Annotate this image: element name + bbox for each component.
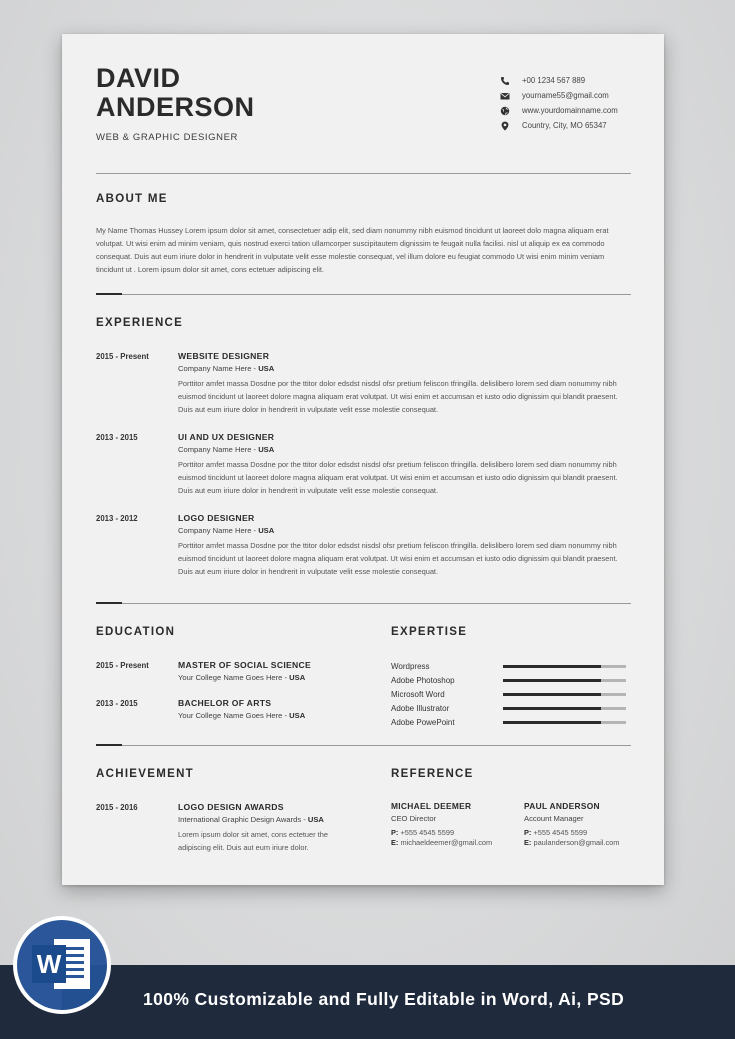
skill-bar-fill: [503, 693, 601, 696]
globe-icon: [500, 106, 510, 116]
achievement-org: International Graphic Design Awards - USA: [178, 815, 324, 824]
company-location: USA: [258, 364, 275, 373]
skill-bar: [503, 693, 626, 696]
skill-name: Adobe Photoshop: [391, 675, 455, 685]
contact-phone: [500, 73, 660, 88]
promo-banner-text: 100% Customizable and Fully Editable in Word, Ai, PSD: [143, 989, 625, 1009]
org-location: USA: [307, 815, 324, 824]
contact-text: www.yourdomainname.com: [522, 106, 618, 115]
reference-item: [524, 801, 634, 861]
reference-phone: [391, 828, 516, 837]
skill-bar-fill: [503, 679, 601, 682]
achievement-description: Lorem ipsum dolor sit amet, cons ectetuer the adipiscing elit. Duis aut eum iriure dolor.: [178, 830, 328, 852]
contact-text: +00 1234 567 889: [522, 76, 586, 85]
expertise-heading: EXPERTISE: [391, 626, 468, 638]
reference-email: [524, 838, 634, 847]
experience-company: Company Name Here - USA: [178, 445, 275, 454]
phone-icon: [500, 76, 510, 86]
experience-item: [96, 512, 633, 582]
microsoft-word-icon: [12, 915, 112, 1015]
contact-website: [500, 103, 660, 118]
contact-list: [500, 73, 660, 133]
school-name: Your College Name Goes Here: [178, 673, 283, 682]
reference-name: MICHAEL DEEMER: [391, 801, 472, 811]
expertise-list: [391, 659, 631, 729]
email-value: michaeldeemer@gmail.com: [400, 838, 493, 847]
phone-value: +555 4545 5599: [400, 828, 455, 837]
achievement-heading: ACHIEVEMENT: [96, 768, 195, 780]
word-logo-letter: W: [36, 949, 62, 979]
school-location: USA: [289, 711, 306, 720]
company-name: Company Name Here: [178, 364, 252, 373]
experience-description: Porttitor amfet massa Dosdne por the ttitor dolor edsdst nisdsl ofsr pretium feliscon tfringilla. delislibero lorem sed diam nonummy nibh euismod tincidunt ut laoreet dolore magna aliquam erat volutpat. Ut wisi enim et accumsan et iusto odio dignissim qui blandit praesent. Duis aut eum iriure dolor in hendrerit in vulputate velit esse molestie consequat.: [178, 541, 618, 576]
education-date: 2013 - 2015: [96, 699, 138, 708]
about-heading: ABOUT ME: [96, 193, 168, 205]
skill-bar: [503, 707, 626, 710]
skill-name: Wordpress: [391, 661, 430, 671]
skill-name: Microsoft Word: [391, 689, 445, 699]
skill-bar-fill: [503, 721, 601, 724]
about-text: My Name Thomas Hussey Lorem ipsum dolor sit amet, consectetuer adip elit, sed diam nonummy nibh euismod tincidunt ut laoreet dolo magna aliquam erat volutpat. Ut wisi enim ad minim veniam, quis nostrud exerci tation ullamcorper suscipitautem dignissim te feugait nulla facilisi. nisl ut aliquip ex ea commodo consequat. Duis aut eum iriure dolor in hendrerit in vulputate velit esse molestie consequat, vel illum dolore eu feugiat commodo Ut wisi enim minim veniam tincidunt ut . Lorem ipsum dolor sit amet, cons ectetuer adipiscing elit.: [96, 226, 609, 274]
skill-name: Adobe Illustrator: [391, 703, 450, 713]
reference-phone: [524, 828, 634, 837]
skill-bar: [503, 679, 626, 682]
resume-name: DAVID ANDERSON: [96, 63, 255, 122]
education-divider: [96, 745, 631, 746]
experience-description: Porttitor amfet massa Dosdne por the ttitor dolor edsdst nisdsl ofsr pretium feliscon tfringilla. delislibero lorem sed diam nonummy nibh euismod tincidunt ut laoreet dolore magna aliquam erat volutpat. Ut wisi enim et accumsan et iusto odio dignissim qui blandit praesent. Duis aut eum iriure dolor in hendrerit in vulputate velit esse molestie consequat.: [178, 460, 618, 495]
header-divider: [96, 173, 631, 174]
skill-name: Adobe PowePoint: [391, 717, 455, 727]
about-divider-accent: [96, 293, 122, 295]
skill-row: [391, 659, 631, 673]
achievement-title: LOGO DESIGN AWARDS: [178, 802, 284, 812]
phone-value: +555 4545 5599: [533, 828, 588, 837]
contact-address: [500, 118, 660, 133]
skill-bar: [503, 665, 626, 668]
school-name: Your College Name Goes Here: [178, 711, 283, 720]
reference-heading: REFERENCE: [391, 768, 474, 780]
phone-label: P:: [391, 828, 399, 837]
contact-email: [500, 88, 660, 103]
experience-title: LOGO DESIGNER: [178, 513, 255, 523]
location-pin-icon: [500, 121, 510, 131]
resume-page: [62, 34, 664, 885]
skill-row: [391, 701, 631, 715]
experience-item: [96, 431, 633, 501]
education-school: Your College Name Goes Here - USA: [178, 711, 306, 720]
company-name: Company Name Here: [178, 445, 252, 454]
skill-row: [391, 687, 631, 701]
reference-email: [391, 838, 516, 847]
education-item: [96, 697, 356, 727]
school-location: USA: [289, 673, 306, 682]
email-label: E:: [524, 838, 532, 847]
education-heading: EDUCATION: [96, 626, 176, 638]
skill-bar-fill: [503, 665, 601, 668]
achievement-item: [96, 801, 356, 861]
skill-row: [391, 715, 631, 729]
experience-divider-accent: [96, 602, 122, 604]
company-location: USA: [258, 445, 275, 454]
phone-label: P:: [524, 828, 532, 837]
email-value: paulanderson@gmail.com: [533, 838, 620, 847]
experience-title: UI AND UX DESIGNER: [178, 432, 275, 442]
email-icon: [500, 91, 510, 101]
contact-text: yourname55@gmail.com: [522, 91, 609, 100]
experience-date: 2015 - Present: [96, 352, 149, 361]
company-location: USA: [258, 526, 275, 535]
experience-item: [96, 350, 633, 420]
achievement-date: 2015 - 2016: [96, 803, 138, 812]
reference-item: [391, 801, 516, 861]
org-name: International Graphic Design Awards: [178, 815, 302, 824]
resume-job-title: WEB & GRAPHIC DESIGNER: [96, 132, 238, 143]
experience-company: Company Name Here - USA: [178, 526, 275, 535]
skill-bar: [503, 721, 626, 724]
education-item: [96, 659, 356, 689]
experience-divider: [96, 603, 631, 604]
education-date: 2015 - Present: [96, 661, 149, 670]
skill-bar-fill: [503, 707, 601, 710]
experience-company: Company Name Here - USA: [178, 364, 275, 373]
education-degree: MASTER OF SOCIAL SCIENCE: [178, 660, 312, 670]
education-school: Your College Name Goes Here - USA: [178, 673, 306, 682]
experience-date: 2013 - 2012: [96, 514, 138, 523]
experience-title: WEBSITE DESIGNER: [178, 351, 270, 361]
experience-date: 2013 - 2015: [96, 433, 138, 442]
education-divider-accent: [96, 744, 122, 746]
contact-text: Country, City, MO 65347: [522, 121, 607, 130]
about-divider: [96, 294, 631, 295]
company-name: Company Name Here: [178, 526, 252, 535]
experience-heading: EXPERIENCE: [96, 317, 184, 329]
reference-role: Account Manager: [524, 814, 584, 823]
reference-name: PAUL ANDERSON: [524, 801, 600, 811]
reference-role: CEO Director: [391, 814, 437, 823]
experience-description: Porttitor amfet massa Dosdne por the ttitor dolor edsdst nisdsl ofsr pretium feliscon tfringilla. delislibero lorem sed diam nonummy nibh euismod tincidunt ut laoreet dolore magna aliquam erat volutpat. Ut wisi enim et accumsan et iusto odio dignissim qui blandit praesent. Duis aut eum iriure dolor in hendrerit in vulputate velit esse molestie consequat.: [178, 379, 618, 414]
education-degree: BACHELOR OF ARTS: [178, 698, 272, 708]
email-label: E:: [391, 838, 399, 847]
skill-row: [391, 673, 631, 687]
